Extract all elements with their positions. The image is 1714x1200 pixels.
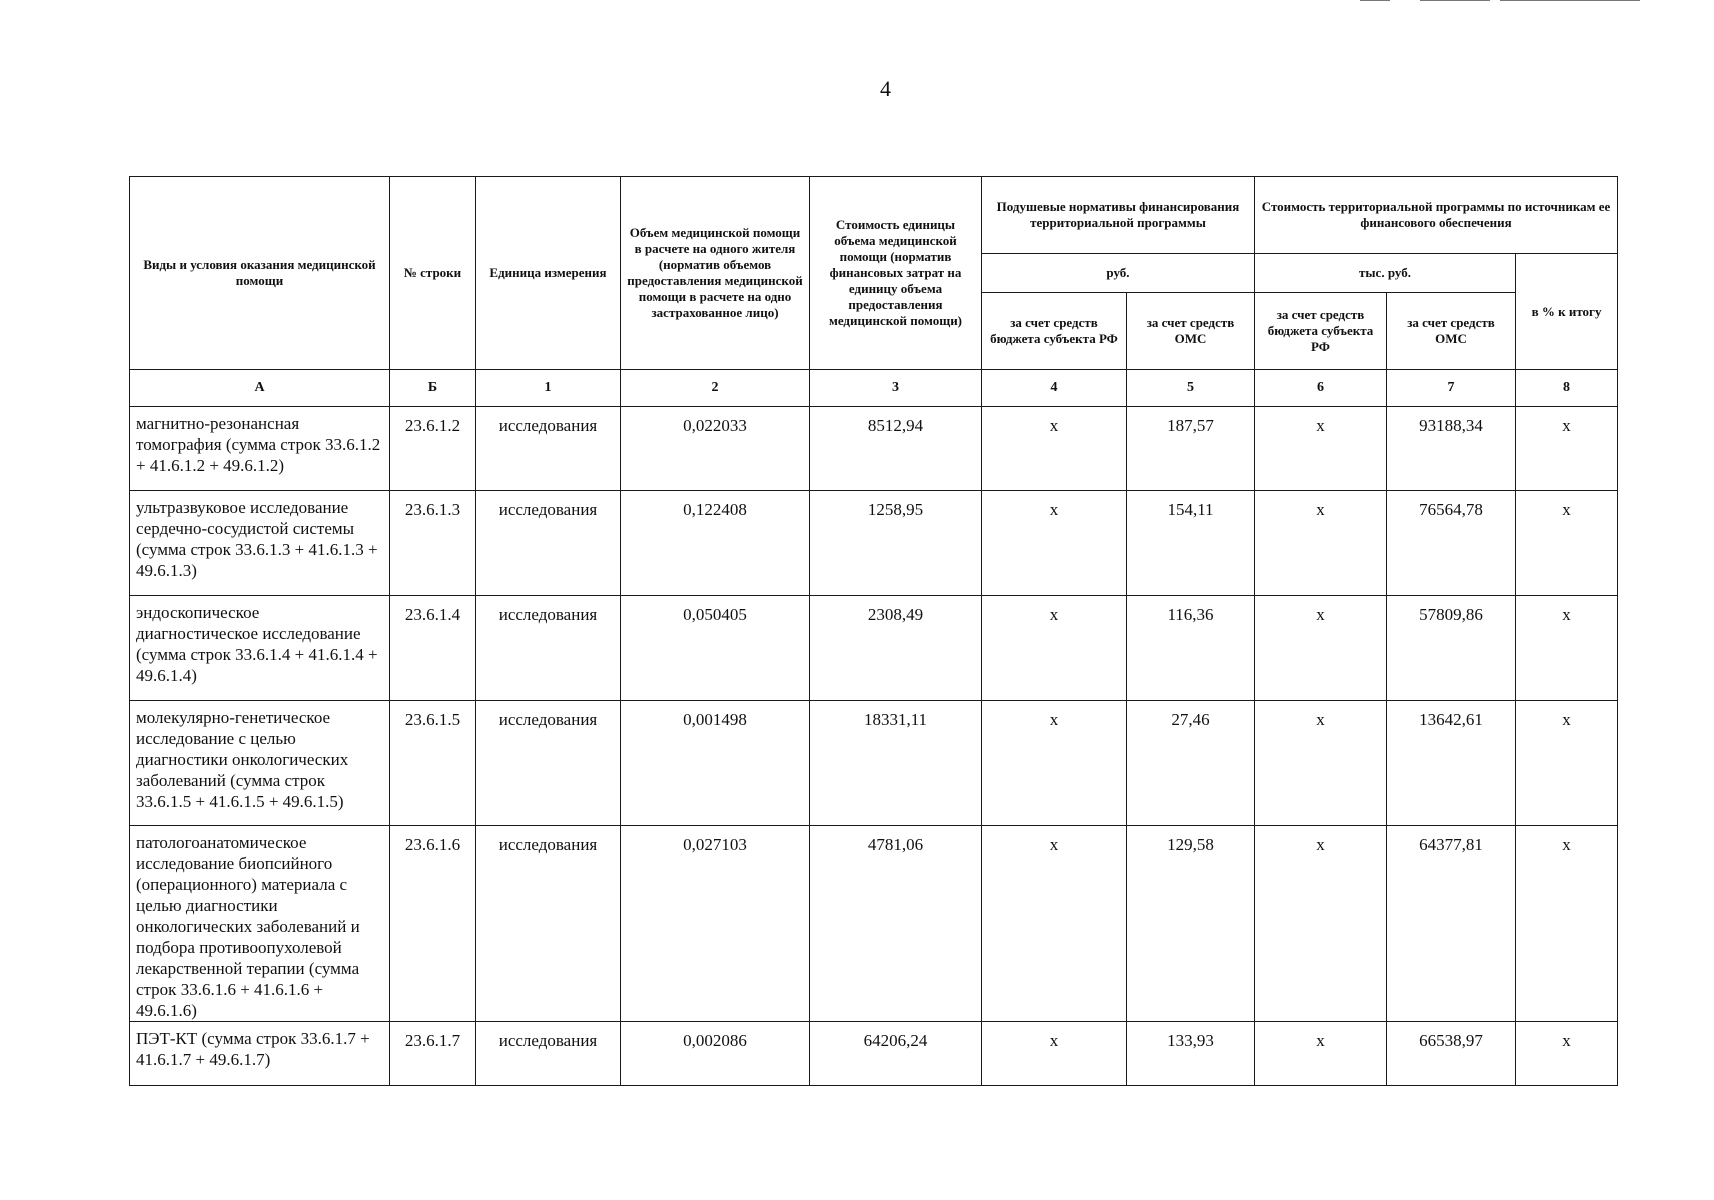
row-number: 23.6.1.6 [390, 826, 476, 1022]
index-cell: 3 [810, 370, 982, 407]
header-col-a: Виды и условия оказания медицинской помощи [130, 177, 390, 370]
index-cell: 6 [1255, 370, 1387, 407]
row-budget-rub: x [982, 1022, 1127, 1086]
header-col-3: Стоимость единицы объема медицинской помощи (норматив финансовых затрат на единицу объема предоставления медицинской помощи) [810, 177, 982, 370]
row-budget-thousand-rub: x [1255, 826, 1387, 1022]
column-index-row [130, 370, 1618, 407]
row-oms-thousand-rub: 93188,34 [1387, 407, 1516, 491]
row-percent: x [1516, 826, 1618, 1022]
scan-artifact-line [1420, 0, 1490, 1]
header-col-5: за счет средств ОМС [1127, 293, 1255, 370]
row-unit-cost: 8512,94 [810, 407, 982, 491]
header-col-b: № строки [390, 177, 476, 370]
header-unit-rub: руб. [982, 254, 1255, 293]
table-row [130, 491, 1618, 596]
scan-artifact-line [1360, 0, 1390, 1]
row-percent: x [1516, 407, 1618, 491]
row-budget-rub: x [982, 407, 1127, 491]
row-oms-rub: 187,57 [1127, 407, 1255, 491]
index-cell: 1 [476, 370, 621, 407]
row-number: 23.6.1.7 [390, 1022, 476, 1086]
row-unit-cost: 4781,06 [810, 826, 982, 1022]
row-percent: x [1516, 1022, 1618, 1086]
row-number: 23.6.1.2 [390, 407, 476, 491]
row-description: молекулярно-генетическое исследование с целью диагностики онкологических заболеваний (сумма строк 33.6.1.5 + 41.6.1.5 + 49.6.1.5) [130, 701, 390, 826]
table-row [130, 826, 1618, 1022]
row-budget-rub: x [982, 701, 1127, 826]
row-description: магнитно-резонансная томография (сумма строк 33.6.1.2 + 41.6.1.2 + 49.6.1.2) [130, 407, 390, 491]
row-budget-rub: x [982, 826, 1127, 1022]
row-volume: 0,001498 [621, 701, 810, 826]
row-unit: исследования [476, 701, 621, 826]
row-percent: x [1516, 596, 1618, 701]
index-cell: А [130, 370, 390, 407]
scan-artifact-line [1500, 0, 1640, 1]
index-cell: Б [390, 370, 476, 407]
row-percent: x [1516, 701, 1618, 826]
index-cell: 5 [1127, 370, 1255, 407]
row-budget-rub: x [982, 596, 1127, 701]
index-cell: 8 [1516, 370, 1618, 407]
index-cell: 7 [1387, 370, 1516, 407]
row-number: 23.6.1.3 [390, 491, 476, 596]
header-col-1: Единица измерения [476, 177, 621, 370]
row-oms-thousand-rub: 13642,61 [1387, 701, 1516, 826]
row-unit-cost: 64206,24 [810, 1022, 982, 1086]
table-row [130, 701, 1618, 826]
row-description: патологоанатомическое исследование биопсийного (операционного) материала с целью диагностики онкологических заболеваний и подбора противоопухолевой лекарственной терапии (сумма строк 33.6.1.6 + 41.6.1.6 + 49.6.1.6) [130, 826, 390, 1022]
row-percent: x [1516, 491, 1618, 596]
row-unit: исследования [476, 1022, 621, 1086]
index-cell: 4 [982, 370, 1127, 407]
table-row [130, 1022, 1618, 1086]
row-number: 23.6.1.5 [390, 701, 476, 826]
row-unit: исследования [476, 491, 621, 596]
row-unit: исследования [476, 596, 621, 701]
row-unit: исследования [476, 826, 621, 1022]
header-group-cost: Стоимость территориальной программы по источникам ее финансового обеспечения [1255, 177, 1618, 254]
row-description: эндоскопическое диагностическое исследование (сумма строк 33.6.1.4 + 41.6.1.4 + 49.6.1.4) [130, 596, 390, 701]
row-description: ультразвуковое исследование сердечно-сосудистой системы (сумма строк 33.6.1.3 + 41.6.1.3 + 49.6.1.3) [130, 491, 390, 596]
row-unit-cost: 1258,95 [810, 491, 982, 596]
row-oms-thousand-rub: 57809,86 [1387, 596, 1516, 701]
row-budget-thousand-rub: x [1255, 1022, 1387, 1086]
header-col-4: за счет средств бюджета субъекта РФ [982, 293, 1127, 370]
row-oms-thousand-rub: 66538,97 [1387, 1022, 1516, 1086]
medical-care-cost-table [129, 176, 1618, 1086]
row-oms-rub: 27,46 [1127, 701, 1255, 826]
row-budget-rub: x [982, 491, 1127, 596]
row-oms-thousand-rub: 76564,78 [1387, 491, 1516, 596]
row-volume: 0,050405 [621, 596, 810, 701]
header-col-6: за счет средств бюджета субъекта РФ [1255, 293, 1387, 370]
row-unit-cost: 2308,49 [810, 596, 982, 701]
row-oms-rub: 129,58 [1127, 826, 1255, 1022]
row-budget-thousand-rub: x [1255, 407, 1387, 491]
table-row [130, 596, 1618, 701]
index-cell: 2 [621, 370, 810, 407]
row-volume: 0,027103 [621, 826, 810, 1022]
table-body [130, 407, 1618, 1086]
header-unit-thousand-rub: тыс. руб. [1255, 254, 1516, 293]
row-unit-cost: 18331,11 [810, 701, 982, 826]
header-col-8: в % к итогу [1516, 254, 1618, 370]
row-description: ПЭТ-КТ (сумма строк 33.6.1.7 + 41.6.1.7 + 49.6.1.7) [130, 1022, 390, 1086]
row-unit: исследования [476, 407, 621, 491]
row-budget-thousand-rub: x [1255, 701, 1387, 826]
row-oms-rub: 154,11 [1127, 491, 1255, 596]
header-group-per-capita: Подушевые нормативы финансирования территориальной программы [982, 177, 1255, 254]
row-budget-thousand-rub: x [1255, 491, 1387, 596]
row-oms-rub: 133,93 [1127, 1022, 1255, 1086]
header-col-7: за счет средств ОМС [1387, 293, 1516, 370]
page-number: 4 [880, 76, 891, 101]
row-oms-thousand-rub: 64377,81 [1387, 826, 1516, 1022]
table-row [130, 407, 1618, 491]
header-col-2: Объем медицинской помощи в расчете на одного жителя (норматив объемов предоставления медицинской помощи в расчете на одно застрахованное лицо) [621, 177, 810, 370]
table-header [130, 177, 1618, 407]
row-number: 23.6.1.4 [390, 596, 476, 701]
row-volume: 0,022033 [621, 407, 810, 491]
row-budget-thousand-rub: x [1255, 596, 1387, 701]
row-volume: 0,122408 [621, 491, 810, 596]
row-oms-rub: 116,36 [1127, 596, 1255, 701]
row-volume: 0,002086 [621, 1022, 810, 1086]
